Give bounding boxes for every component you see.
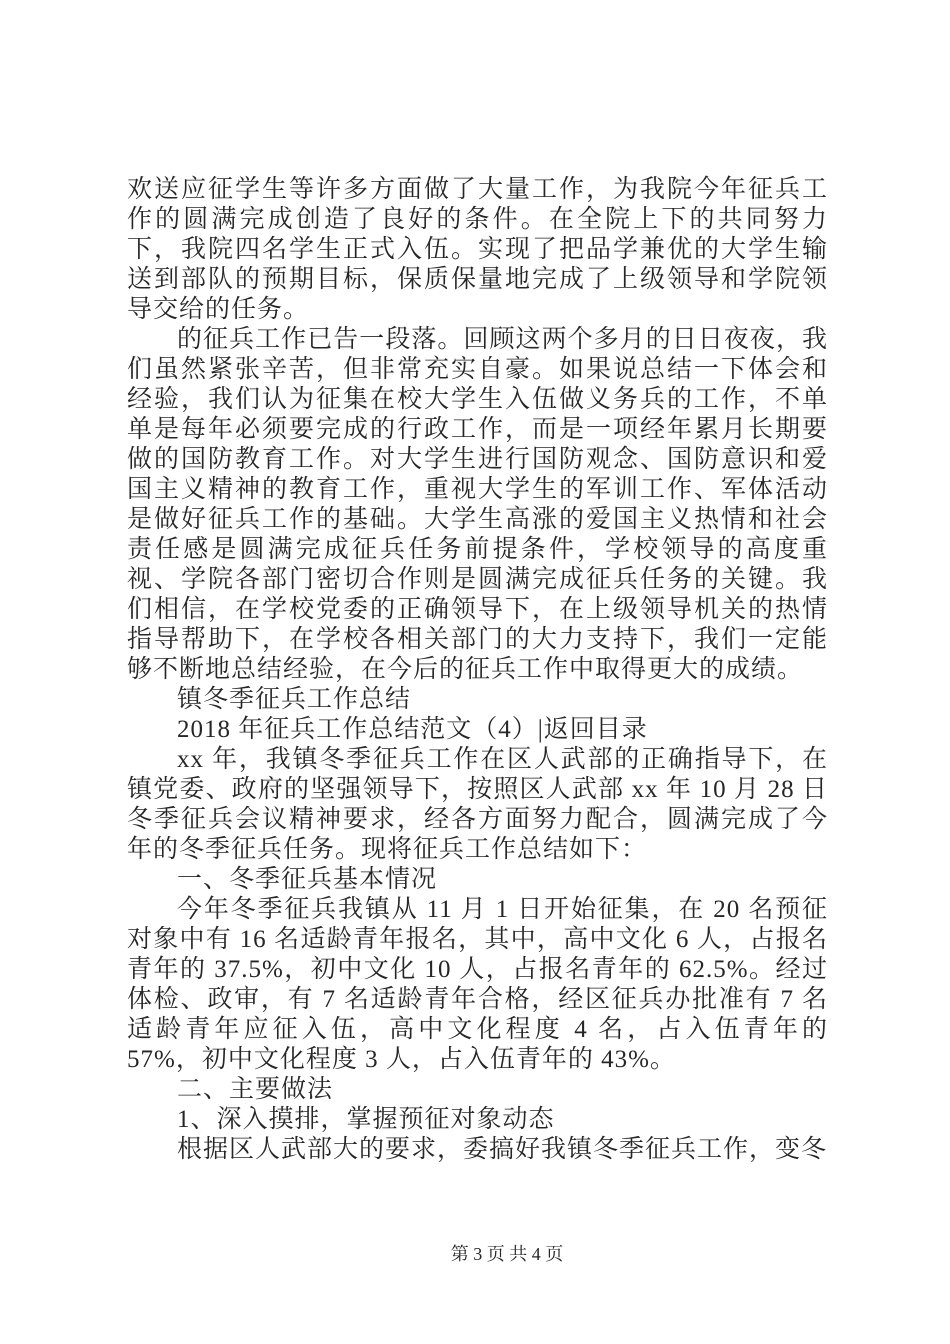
document-body (127, 175, 828, 1165)
paragraph: 的征兵工作已告一段落。回顾这两个多月的日日夜夜，我们虽然紧张辛苦，但非常充实自豪。如果说总结一下体会和经验，我们认为征集在校大学生入伍做义务兵的工作，不单单是每年必须要完成的行政工作，而是一项经年累月长期要做的国防教育工作。对大学生进行国防观念、国防意识和爱国主义精神的教育工作，重视大学生的军训工作、军体活动是做好征兵工作的基础。大学生高涨的爱国主义热情和社会责任感是圆满完成征兵任务前提条件，学校领导的高度重视、学院各部门密切合作则是圆满完成征兵任务的关键。我们相信，在学校党委的正确领导下，在上级领导机关的热情指导帮助下，在学校各相关部门的大力支持下，我们一定能够不断地总结经验，在今后的征兵工作中取得更大的成绩。 (127, 326, 828, 683)
paragraph: 根据区人武部大的要求，委搞好我镇冬季征兵工作，变冬 (177, 1136, 828, 1163)
paragraph: 欢送应征学生等许多方面做了大量工作，为我院今年征兵工作的圆满完成创造了良好的条件。在全院上下的共同努力下，我院四名学生正式入伍。实现了把品学兼优的大学生输送到部队的预期目标，保质保量地完成了上级领导和学院领导交给的任务。 (127, 176, 828, 323)
paragraph: 2018 年征兵工作总结范文（4）|返回目录 (177, 716, 648, 743)
page-footer (0, 1243, 950, 1265)
page-number-indicator: 第 3 页 共 4 页 (450, 1244, 564, 1264)
paragraph: 二、主要做法 (177, 1076, 334, 1103)
paragraph: xx 年，我镇冬季征兵工作在区人武部的正确指导下，在镇党委、政府的坚强领导下，按照区人武部 xx 年 10 月 28 日冬季征兵会议精神要求，经各方面努力配合，圆满完成了今年的冬季征兵任务。现将征兵工作总结如下： (127, 746, 828, 863)
paragraph: 今年冬季征兵我镇从 11 月 1 日开始征集，在 20 名预征对象中有 16 名适龄青年报名，其中，高中文化 6 人，占报名青年的 37.5%，初中文化 10 人，占报名青年的 62.5%。经过体检、政审，有 7 名适龄青年合格，经区征兵办批准有 7 名适龄青年应征入伍，高中文化程度 4 名，占入伍青年的 57%，初中文化程度 3 人，占入伍青年的 43%。 (127, 896, 828, 1073)
paragraph: 一、冬季征兵基本情况 (177, 866, 438, 893)
paragraph: 镇冬季征兵工作总结 (177, 686, 412, 713)
paragraph: 1、深入摸排，掌握预征对象动态 (177, 1106, 555, 1133)
